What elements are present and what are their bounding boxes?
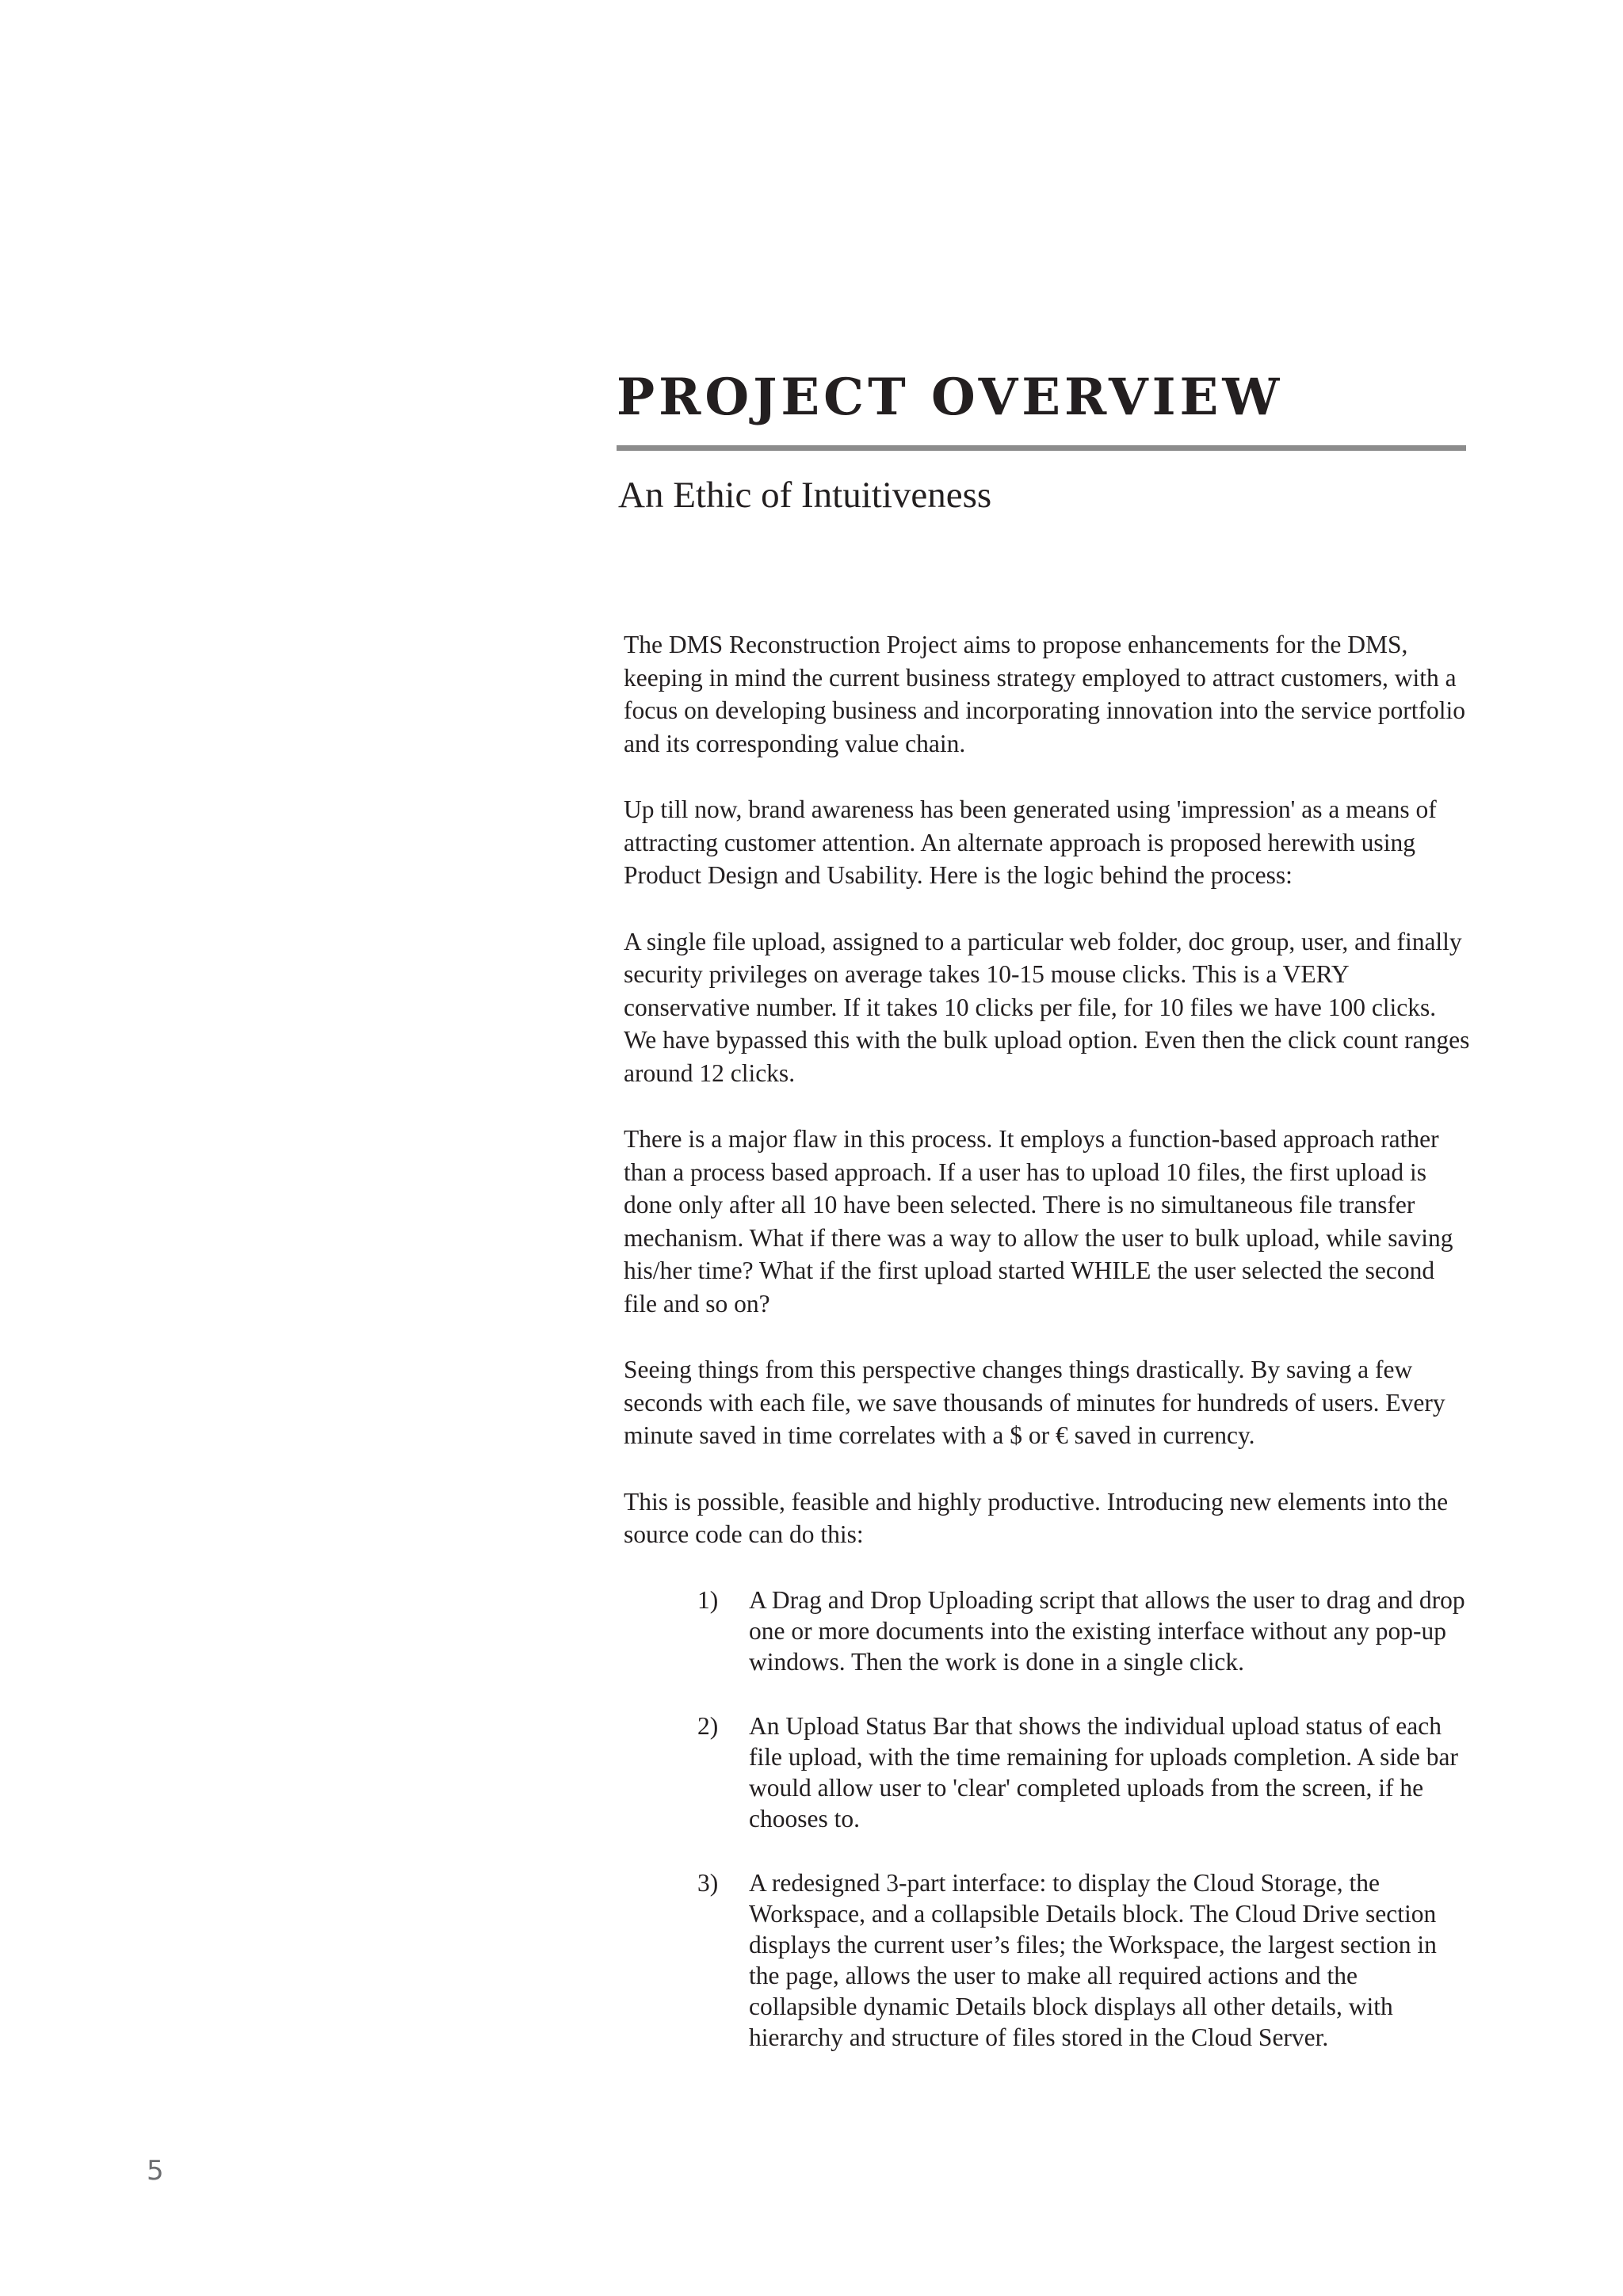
paragraph-brand-awareness: Up till now, brand awareness has been generated using 'impression' as a means of attracting customer attention. An alternate approach is proposed herewith using Product Design and Usability. Here is the logic behind the process:	[624, 795, 1437, 889]
page-number: 5	[147, 2155, 164, 2187]
title-divider	[617, 445, 1466, 451]
list-item	[697, 1711, 1472, 1834]
page-title: PROJECT OVERVIEW	[617, 368, 1284, 427]
feature-list	[624, 1585, 1472, 2053]
list-item-number: 2)	[697, 1711, 719, 1740]
paragraph-single-upload: A single file upload, assigned to a particular web folder, doc group, user, and finally security privileges on average takes 10-15 mouse clicks. This is a VERY conservative number. If it takes 10 clicks per file, for 10 files we have 100 clicks. We have bypassed this with the bulk upload option. Even then the click count ranges around 12 clicks.	[624, 927, 1470, 1087]
heading-block	[617, 366, 1466, 519]
paragraph-feasibility: This is possible, feasible and highly productive. Introducing new elements into the source code can do this:	[624, 1487, 1449, 1548]
paragraph-intro: The DMS Reconstruction Project aims to propose enhancements for the DMS, keeping in mind the current business strategy employed to attract customers, with a focus on developing business and incorporating innovation into the service portfolio and its corresponding value chain.	[624, 631, 1466, 757]
list-item	[697, 1585, 1472, 1677]
list-item-number: 3)	[697, 1868, 719, 1897]
list-item-number: 1)	[697, 1585, 719, 1614]
page-subtitle: An Ethic of Intuitiveness	[618, 475, 992, 516]
list-item	[697, 1867, 1472, 2053]
list-item-text: An Upload Status Bar that shows the individual upload status of each file upload, with the time remaining for uploads completion. A side bar would allow user to 'clear' completed uploads from the screen, if he chooses to.	[749, 1711, 1458, 1833]
body-text	[624, 628, 1472, 2086]
paragraph-process-flaw: There is a major flaw in this process. It employs a function-based approach rather than a process based approach. If a user has to upload 10 files, the first upload is done only after all 10 have been selected. There is no simultaneous file transfer mechanism. What if there was a way to allow the user to bulk upload, while saving his/her time? What if the first upload started WHILE the user selected the second file and so on?	[624, 1125, 1453, 1318]
list-item-text: A Drag and Drop Uploading script that allows the user to drag and drop one or more documents into the existing interface without any pop-up windows. Then the work is done in a single click.	[749, 1585, 1465, 1676]
paragraph-perspective: Seeing things from this perspective changes things drastically. By saving a few seconds with each file, we save thousands of minutes for hundreds of users. Every minute saved in time correlates with a $ or € saved in currency.	[624, 1356, 1445, 1449]
list-item-text: A redesigned 3-part interface: to display the Cloud Storage, the Workspace, and a collapsible Details block. The Cloud Drive section displays the current user’s files; the Workspace, the largest section in the page, allows the user to make all required actions and the collapsible dynamic Details block displays all other details, with hierarchy and structure of files stored in the Cloud Server.	[749, 1868, 1437, 2051]
